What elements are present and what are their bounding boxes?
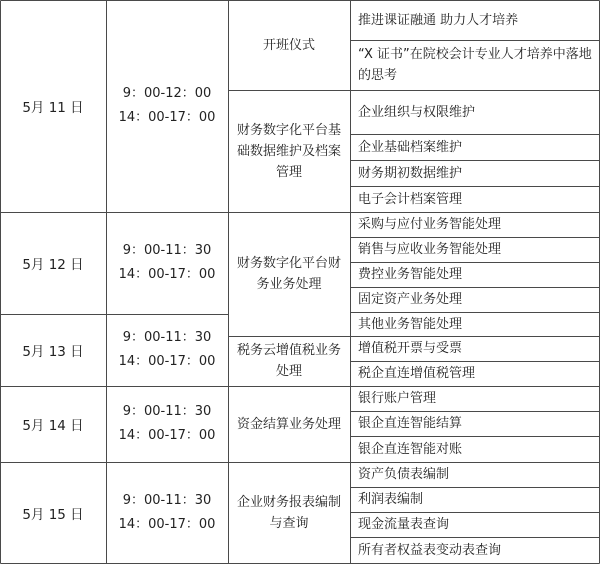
topic-text: 企业组织与权限维护 xyxy=(358,104,476,120)
time-cell xyxy=(106,0,228,212)
time-pm: 14：00-17：00 xyxy=(118,110,216,125)
topic-text: 银企直连智能对账 xyxy=(358,441,463,457)
topic-cell xyxy=(350,487,600,512)
topic-cell xyxy=(350,160,600,186)
topic-text: 推进课证融通 助力人才培养 xyxy=(358,12,519,28)
topic-cell xyxy=(350,436,600,462)
topic-text: 费控业务智能处理 xyxy=(358,267,463,282)
module-cell xyxy=(228,336,350,386)
date-text: 5月 14 日 xyxy=(22,418,84,434)
module-title: 财务数字化平台财务业务处理 xyxy=(236,256,341,292)
topic-cell xyxy=(350,0,600,40)
date-cell xyxy=(0,462,106,563)
time-am: 9：00-12：00 xyxy=(122,86,212,101)
topic-cell xyxy=(350,537,600,563)
topic-cell xyxy=(350,411,600,436)
date-cell xyxy=(0,0,106,212)
topic-cell xyxy=(350,90,600,134)
module-title: 税务云增值税业务处理 xyxy=(236,343,341,379)
topic-text: 采购与应付业务智能处理 xyxy=(358,217,502,232)
time-cell xyxy=(106,462,228,563)
time-cell xyxy=(106,212,228,314)
topic-cell xyxy=(350,237,600,262)
time-cell xyxy=(106,386,228,462)
topic-cell xyxy=(350,462,600,487)
time-am: 9：00-11：30 xyxy=(122,330,212,345)
topic-text: 利润表编制 xyxy=(358,492,424,507)
topic-cell xyxy=(350,386,600,411)
date-cell xyxy=(0,212,106,314)
date-cell xyxy=(0,386,106,462)
topic-text: 所有者权益表变动表查询 xyxy=(358,542,502,558)
time-pm: 14：00-17：00 xyxy=(118,428,216,443)
topic-text: 银行账户管理 xyxy=(358,391,437,406)
date-text: 5月 15 日 xyxy=(22,506,84,523)
topic-text: 财务期初数据维护 xyxy=(358,165,463,181)
topic-cell xyxy=(350,134,600,160)
topic-cell xyxy=(350,186,600,212)
time-am: 9：00-11：30 xyxy=(122,243,212,258)
time-am: 9：00-11：30 xyxy=(122,404,212,419)
topic-text: 资产负债表编制 xyxy=(358,467,450,482)
topic-cell xyxy=(350,336,600,361)
date-text: 5月 13 日 xyxy=(22,344,84,360)
time-pm: 14：00-17：00 xyxy=(118,354,216,369)
topic-text: 增值税开票与受票 xyxy=(358,341,463,356)
time-pm: 14：00-17：00 xyxy=(118,267,216,282)
topic-cell xyxy=(350,287,600,312)
topic-text: 现金流量表查询 xyxy=(358,517,450,532)
topic-cell xyxy=(350,512,600,537)
date-text: 5月 11 日 xyxy=(22,100,84,116)
date-text: 5月 12 日 xyxy=(22,257,84,273)
topic-text: 其他业务智能处理 xyxy=(358,316,463,332)
topic-text: 固定资产业务处理 xyxy=(358,292,463,307)
topic-cell xyxy=(350,40,600,90)
topic-cell xyxy=(350,312,600,336)
time-cell xyxy=(106,314,228,386)
topic-text: “X 证书”在院校会计专业人才培养中落地的思考 xyxy=(358,47,592,83)
topic-cell xyxy=(350,361,600,386)
date-cell xyxy=(0,314,106,386)
module-title: 财务数字化平台基础数据维护及档案管理 xyxy=(236,122,341,180)
module-title: 开班仪式 xyxy=(262,37,315,53)
topic-text: 企业基础档案维护 xyxy=(358,139,463,155)
topic-text: 银企直连智能结算 xyxy=(358,416,463,431)
module-cell xyxy=(228,0,350,90)
module-cell xyxy=(228,386,350,462)
module-cell xyxy=(228,90,350,212)
module-title: 资金结算业务处理 xyxy=(236,416,341,432)
topic-text: 电子会计档案管理 xyxy=(358,191,463,207)
time-pm: 14：00-17：00 xyxy=(118,516,216,532)
module-title: 企业财务报表编制与查询 xyxy=(236,494,341,531)
topic-cell xyxy=(350,262,600,287)
topic-cell xyxy=(350,212,600,237)
topic-text: 销售与应收业务智能处理 xyxy=(358,242,502,257)
module-cell xyxy=(228,212,350,336)
time-am: 9：00-11：30 xyxy=(122,492,212,508)
module-cell xyxy=(228,462,350,563)
topic-text: 税企直连增值税管理 xyxy=(358,366,476,381)
